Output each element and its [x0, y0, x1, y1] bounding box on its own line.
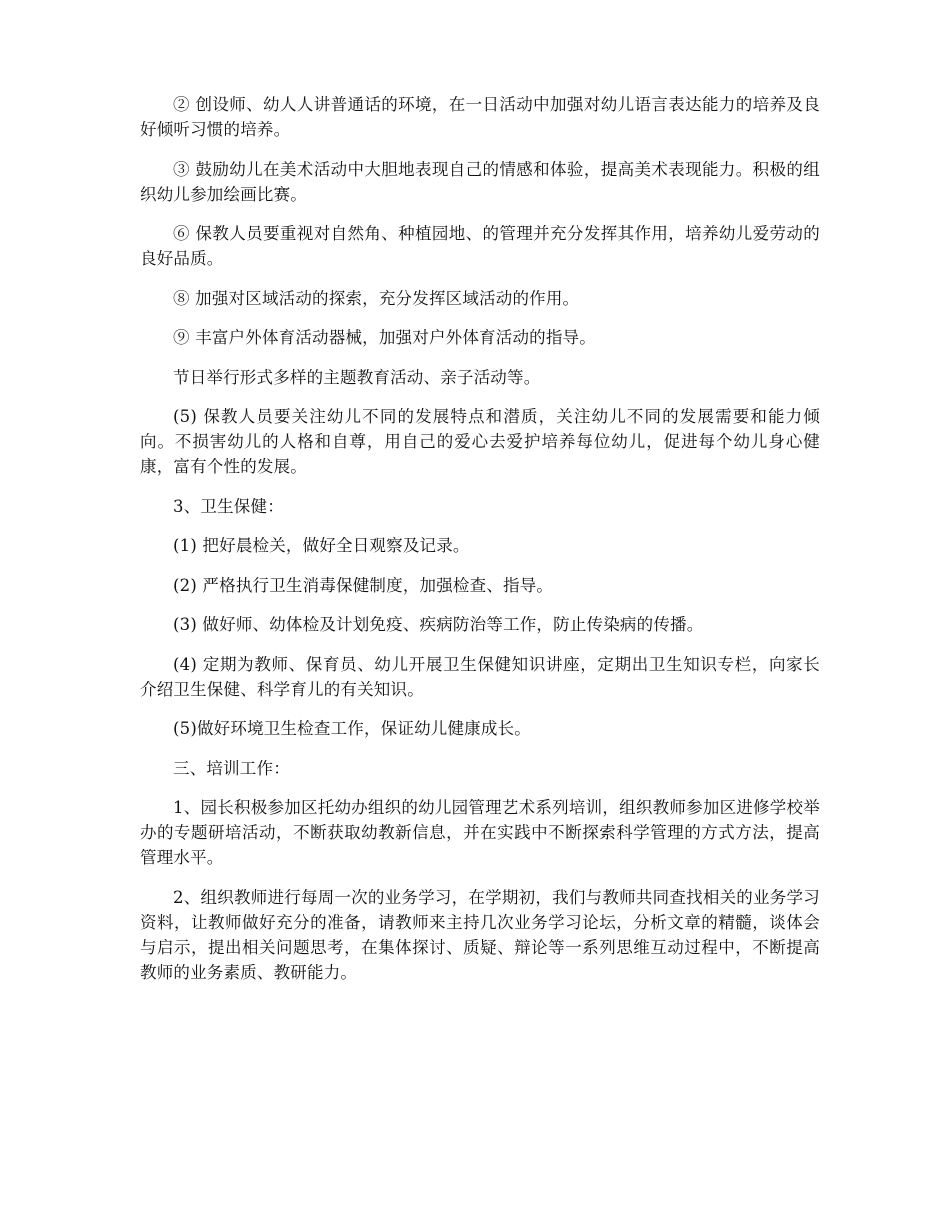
paragraph-language-environment: ② 创设师、幼人人讲普通话的环境，在一日活动中加强对幼儿语言表达能力的培养及良好倾听习惯的培养。	[140, 95, 820, 139]
paragraph-art-activities: ③ 鼓励幼儿在美术活动中大胆地表现自己的情感和体验，提高美术表现能力。积极的组织幼儿参加绘画比赛。	[140, 159, 820, 204]
paragraph-child-development: (5) 保教人员要关注幼儿不同的发展特点和潜质，关注幼儿不同的发展需要和能力倾向。不损害幼儿的人格和自尊，用自己的爱心去爱护培养每位幼儿，促进每个幼儿身心健康，富有个性的发展。	[140, 407, 820, 476]
paragraph-health-lectures: (4) 定期为教师、保育员、幼儿开展卫生保健知识讲座，定期出卫生知识专栏，向家长介绍卫生保健、科学育儿的有关知识。	[140, 654, 820, 699]
paragraph-environment-hygiene: (5)做好环境卫生检查工作，保证幼儿健康成长。	[173, 719, 531, 738]
paragraph-nature-corner: ⑥ 保教人员要重视对自然角、种植园地、的管理并充分发挥其作用，培养幼儿爱劳动的良好品质。	[140, 224, 820, 268]
paragraph-morning-check: (1) 把好晨检关，做好全日观察及记录。	[173, 536, 470, 555]
section-heading-training: 三、培训工作：	[173, 758, 290, 778]
paragraph-disinfection: (2) 严格执行卫生消毒保健制度，加强检查、指导。	[173, 575, 554, 595]
paragraph-director-training: 1、园长积极参加区托幼办组织的幼儿园管理艺术系列培训，组织教师参加区进修学校举办的专题研培活动，不断获取幼教新信息，并在实践中不断探索科学管理的方式方法，提高管理水平。	[140, 798, 820, 867]
document-body	[140, 92, 820, 999]
paragraph-area-activities: ⑧ 加强对区域活动的探索，充分发挥区域活动的作用。	[173, 288, 580, 308]
paragraph-physical-exam: (3) 做好师、幼体检及计划免疫、疾病防治等工作，防止传染病的传播。	[173, 615, 704, 634]
paragraph-festival-activities: 节日举行形式多样的主题教育活动、亲子活动等。	[173, 367, 541, 387]
paragraph-outdoor-sports: ⑨ 丰富户外体育活动器械，加强对户外体育活动的指导。	[173, 328, 596, 347]
paragraph-weekly-study: 2、组织教师进行每周一次的业务学习，在学期初，我们与教师共同查找相关的业务学习资料，让教师做好充分的准备，请教师来主持几次业务学习论坛，分析文章的精髓，谈体会与启示，提出相关问题思考，在集体探讨、质疑、辩论等一系列思维互动过程中，不断提高教师的业务素质、教研能力。	[140, 887, 820, 982]
section-heading-health-care: 3、卫生保健：	[173, 496, 284, 516]
